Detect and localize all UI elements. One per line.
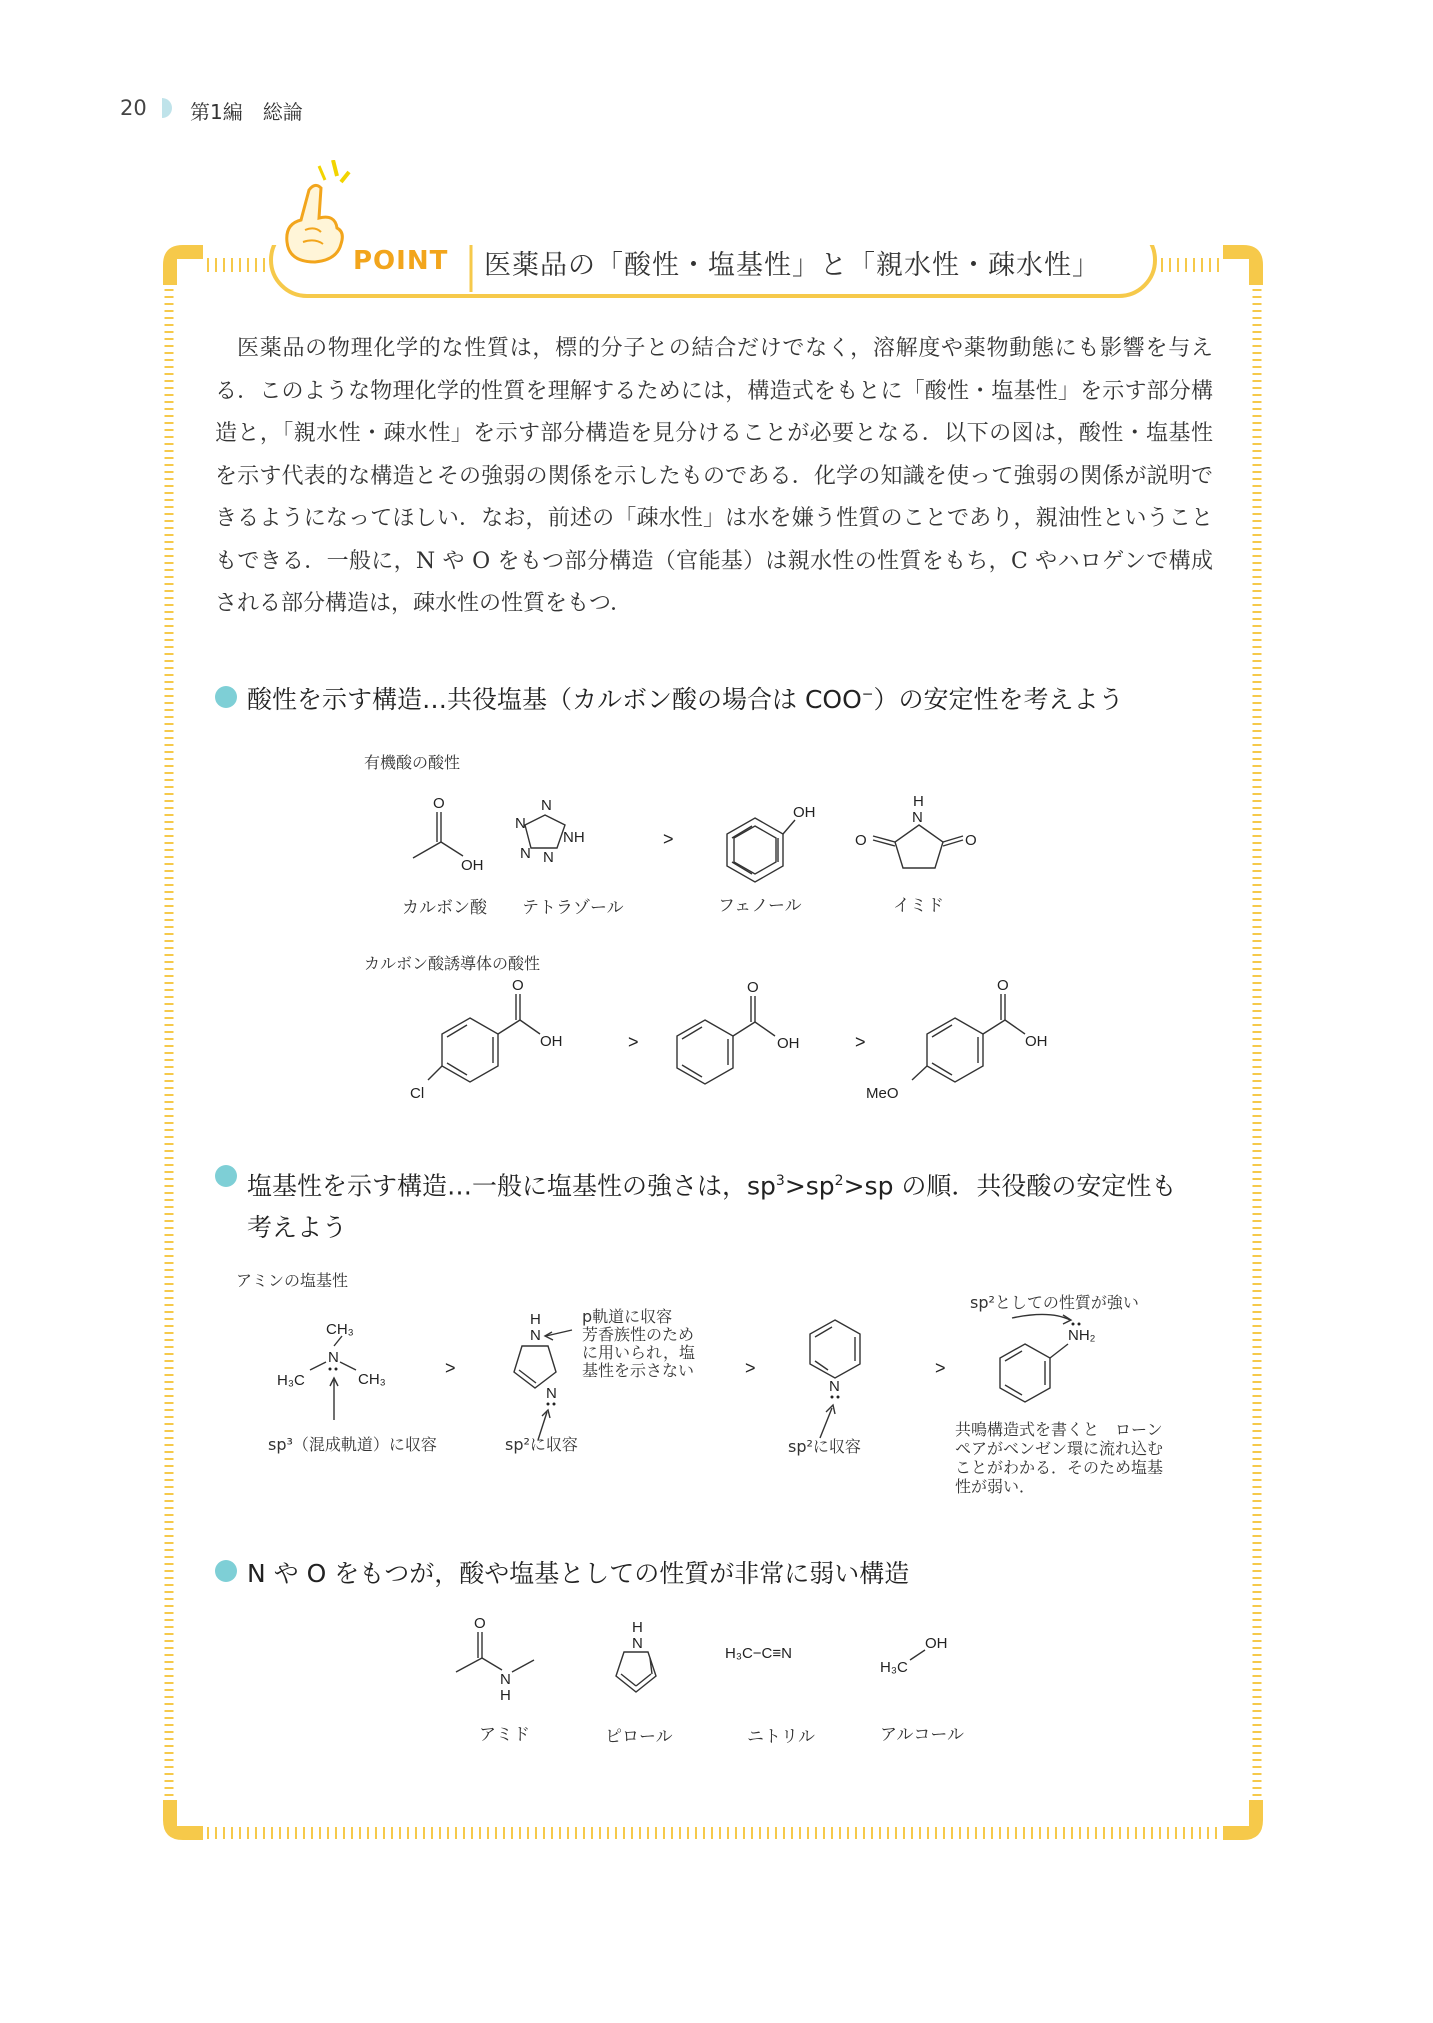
atom-n: N (500, 1671, 511, 1688)
weak-section-heading: N や O をもつが，酸や塩基としての性質が非常に弱い構造 (247, 1559, 910, 1588)
atom-h: H (530, 1311, 541, 1328)
atom-h3c: H₃C (277, 1372, 305, 1389)
page-number: 20 (120, 96, 147, 120)
atom-nh2: NH₂ (1068, 1327, 1096, 1344)
section-bullet (215, 1560, 237, 1582)
base-heading-line2: 考えよう (247, 1213, 348, 1243)
base-heading-text: >sp (784, 1171, 835, 1201)
atom-o: O (433, 795, 445, 812)
header-half-circle-icon (160, 97, 172, 119)
pyrrole-structure (616, 1619, 656, 1692)
imidazole-structure (514, 1311, 572, 1440)
weak-label-alcohol: アルコール (880, 1725, 964, 1745)
base-heading-text: >sp の順．共役酸の安定性も (843, 1171, 1177, 1201)
organic-acid-label-tetrazole: テトラゾール (522, 898, 624, 918)
methoxybenzoic-acid-structure (866, 980, 1048, 1100)
pointing-hand-icon (275, 160, 355, 268)
atom-nh: NH (563, 829, 585, 846)
trimethylamine-structure (277, 1321, 386, 1420)
base-heading-sup: 2 (834, 1173, 844, 1189)
note-aniline-top: sp²としての性質が強い (970, 1293, 1139, 1312)
base-heading-text: 塩基性を示す構造…一般に塩基性の強さは，sp (247, 1171, 776, 1201)
section-bullet (215, 686, 237, 708)
atom-oh: OH (540, 1033, 563, 1050)
intro-paragraph (215, 328, 1213, 626)
note-line: に用いられ，塩 (582, 1343, 695, 1362)
gt-symbol: > (663, 829, 674, 849)
base-section-heading (247, 1160, 1227, 1249)
part-title: 第1編 総論 (190, 100, 303, 124)
organic-acids-label: 有機酸の酸性 (364, 753, 461, 772)
weak-label-amide: アミド (479, 1725, 530, 1745)
box-title: 医薬品の「酸性・塩基性」と「親水性・疎水性」 (484, 250, 1100, 281)
acid-section-heading (247, 680, 1124, 716)
gt-symbol: > (745, 1358, 756, 1378)
tetrazole-structure (515, 797, 585, 866)
organic-acid-label-carboxylic: カルボン酸 (402, 898, 487, 918)
carboxylic-derivatives-figure (400, 980, 1080, 1100)
point-badge: POINT (353, 246, 449, 276)
organic-acid-label-imide: イミド (893, 896, 944, 916)
weak-label-nitrile: ニトリル (747, 1727, 815, 1747)
atom-n: N (546, 1385, 557, 1402)
atom-o: O (855, 832, 867, 849)
note-aniline (955, 1420, 1163, 1496)
atom-cl: Cl (410, 1085, 425, 1100)
alcohol-structure (880, 1635, 948, 1676)
note-sp3: sp³（混成軌道）に収容 (268, 1435, 437, 1454)
atom-ch3: CH₃ (326, 1321, 354, 1338)
benzoic-acid-structure (677, 980, 800, 1084)
intro-paragraph-text: 医薬品の物理化学的な性質は，標的分子との結合だけでなく，溶解度や薬物動態にも影響を与える．このような物理化学的性質を理解するためには，構造式をもとに「酸性・塩基性」を示す部分構造と，「親水性・疎水性」を示す部分構造を見分けることが必要となる．以下の図は，酸性・塩基性を示す代表的な構造とその強弱の関係を示したものである．化学の知識を使って強弱の関係が説明できるようになってほしい．なお，前述の「疎水性」は水を嫌う性質のことであり，親油性ということもできる．一般に，N や O をもつ部分構造（官能基）は親水性の性質をもち，C やハロゲンで構成される部分構造は，疎水性の性質をもつ． (215, 336, 1213, 616)
note-p-orbital (582, 1308, 695, 1380)
atom-n: N (829, 1378, 840, 1395)
acid-heading-sup: − (861, 686, 874, 703)
gt-symbol: > (855, 1032, 866, 1052)
chlorobenzoic-acid-structure (410, 980, 563, 1100)
atom-n: N (543, 849, 554, 866)
atom-n: N (541, 797, 552, 814)
note-line: 性が弱い． (955, 1477, 1036, 1496)
atom-oh: OH (1025, 1033, 1048, 1050)
note-line: 共鳴構造式を書くと ローン (955, 1420, 1163, 1439)
base-heading-sup: 3 (775, 1173, 785, 1189)
atom-oh: OH (793, 804, 816, 821)
gt-symbol: > (935, 1358, 946, 1378)
atom-o: O (474, 1615, 486, 1632)
atom-n: N (530, 1327, 541, 1344)
organic-acid-label-phenol: フェノール (718, 896, 802, 916)
acid-heading-text: 酸性を示す構造…共役塩基（カルボン酸の場合は COO (247, 685, 862, 714)
atom-h: H (632, 1619, 643, 1636)
atom-n: N (515, 815, 526, 832)
weak-label-pyrrole: ピロール (605, 1727, 673, 1747)
note-line: 芳香族性のため (582, 1325, 695, 1344)
note-line: p軌道に収容 (582, 1307, 673, 1326)
atom-oh: OH (777, 1035, 800, 1052)
imide-structure (855, 793, 977, 868)
atom-n: N (328, 1349, 339, 1366)
amines-label: アミンの塩基性 (236, 1271, 349, 1290)
atom-n: N (912, 809, 923, 826)
atom-oh: OH (925, 1635, 948, 1652)
atom-meo: MeO (866, 1085, 899, 1100)
atom-n: N (520, 845, 531, 862)
atom-h: H (913, 793, 924, 810)
weak-structures-figure (450, 1610, 990, 1710)
note-line: ペアがベンゼン環に流れ込む (955, 1439, 1164, 1458)
atom-o: O (997, 980, 1009, 994)
atom-o: O (747, 980, 759, 996)
atom-h3c: H₃C (880, 1659, 908, 1676)
gt-symbol: > (628, 1032, 639, 1052)
atom-h: H (500, 1687, 511, 1704)
atom-o: O (512, 980, 524, 994)
amide-structure (456, 1615, 534, 1704)
phenol-structure (727, 804, 816, 882)
note-sp2-imidazole: sp²に収容 (505, 1435, 578, 1454)
derivatives-label: カルボン酸誘導体の酸性 (364, 954, 541, 973)
nitrile-formula: H₃C−C≡N (725, 1645, 792, 1662)
acid-heading-text-end: ）の安定性を考えよう (873, 685, 1124, 714)
gt-symbol: > (445, 1358, 456, 1378)
atom-oh: OH (461, 857, 484, 874)
note-sp2-pyridine: sp²に収容 (788, 1437, 861, 1456)
aniline-structure (1000, 1314, 1096, 1402)
carboxylic-acid-structure (413, 795, 484, 874)
atom-o: O (965, 832, 977, 849)
section-bullet (215, 1165, 237, 1187)
atom-ch3: CH₃ (358, 1371, 386, 1388)
note-line: ことがわかる．そのため塩基 (955, 1458, 1164, 1477)
note-line: 基性を示さない (582, 1361, 695, 1380)
atom-n: N (632, 1635, 643, 1652)
pyridine-structure (810, 1320, 860, 1438)
